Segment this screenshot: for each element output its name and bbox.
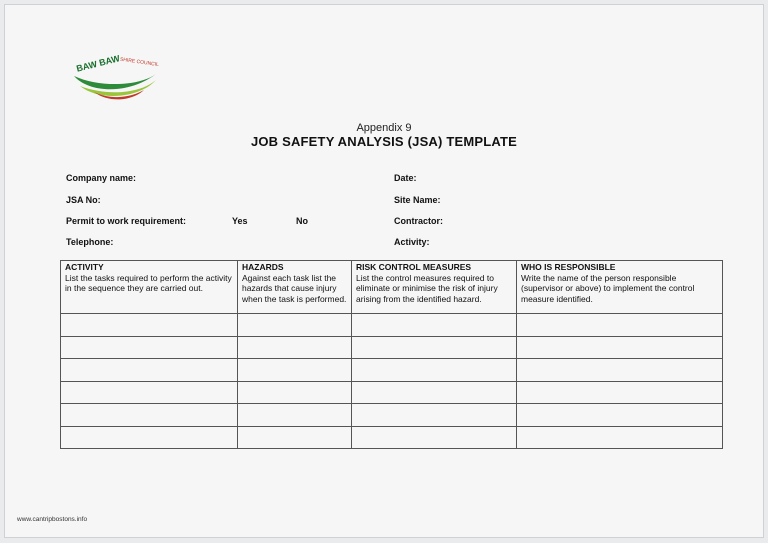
table-cell[interactable]: [238, 404, 352, 427]
column-title: RISK CONTROL MEASURES: [356, 262, 472, 272]
jsa-table: [60, 260, 723, 449]
hazards-column-header: [238, 261, 352, 314]
table-row: [61, 336, 723, 359]
table-cell[interactable]: [352, 426, 517, 449]
page-title: JOB SAFETY ANALYSIS (JSA) TEMPLATE: [250, 134, 518, 149]
baw-baw-logo: [70, 46, 162, 108]
table-cell[interactable]: [61, 359, 238, 382]
permit-yes-label: Yes: [232, 216, 248, 226]
table-cell[interactable]: [517, 404, 723, 427]
column-title: HAZARDS: [242, 262, 284, 272]
table-row: [61, 381, 723, 404]
telephone-label: Telephone:: [66, 237, 114, 247]
table-cell[interactable]: [517, 314, 723, 337]
table-cell[interactable]: [517, 426, 723, 449]
who-responsible-column-header: [517, 261, 723, 314]
table-cell[interactable]: [238, 314, 352, 337]
table-cell[interactable]: [238, 426, 352, 449]
column-title: ACTIVITY: [65, 262, 104, 272]
table-cell[interactable]: [61, 426, 238, 449]
column-description: List the tasks required to perform the activity in the sequence they are carried out.: [65, 272, 232, 293]
table-cell[interactable]: [238, 359, 352, 382]
table-cell[interactable]: [238, 336, 352, 359]
table-cell[interactable]: [517, 381, 723, 404]
contractor-label: Contractor:: [394, 216, 443, 226]
svg-text:SHIRE COUNCIL: SHIRE COUNCIL: [119, 56, 160, 69]
table-cell[interactable]: [238, 381, 352, 404]
table-cell[interactable]: [352, 336, 517, 359]
table-row: [61, 426, 723, 449]
table-cell[interactable]: [517, 359, 723, 382]
svg-text:BAW BAW: BAW BAW: [75, 53, 121, 74]
table-cell[interactable]: [517, 336, 723, 359]
table-cell[interactable]: [61, 314, 238, 337]
table-cell[interactable]: [61, 404, 238, 427]
column-description: Write the name of the person responsible (supervisor or above) to implement the control measure identified.: [521, 272, 695, 304]
table-cell[interactable]: [61, 381, 238, 404]
appendix-label: Appendix 9: [356, 122, 412, 134]
risk-control-column-header: [352, 261, 517, 314]
table-cell[interactable]: [352, 381, 517, 404]
date-label: Date:: [394, 173, 417, 183]
table-cell[interactable]: [352, 404, 517, 427]
table-cell[interactable]: [352, 314, 517, 337]
table-row: [61, 314, 723, 337]
table-row: [61, 404, 723, 427]
column-title: WHO IS RESPONSIBLE: [521, 262, 616, 272]
activity-column-header: [61, 261, 238, 314]
column-description: List the control measures required to eliminate or minimise the risk of injury arising from the identified hazard.: [356, 272, 498, 304]
permit-no-label: No: [296, 216, 308, 226]
table-header-row: [61, 261, 723, 314]
column-description: Against each task list the hazards that cause injury when the task is performed.: [242, 272, 347, 304]
site-name-label: Site Name:: [394, 195, 441, 205]
table-cell[interactable]: [61, 336, 238, 359]
permit-label: Permit to work requirement:: [66, 216, 187, 226]
source-watermark: www.cantripbostons.info: [17, 516, 88, 523]
activity-label: Activity:: [394, 237, 430, 247]
table-row: [61, 359, 723, 382]
table-cell[interactable]: [352, 359, 517, 382]
company-name-label: Company name:: [66, 173, 137, 183]
jsa-no-label: JSA No:: [66, 195, 101, 205]
